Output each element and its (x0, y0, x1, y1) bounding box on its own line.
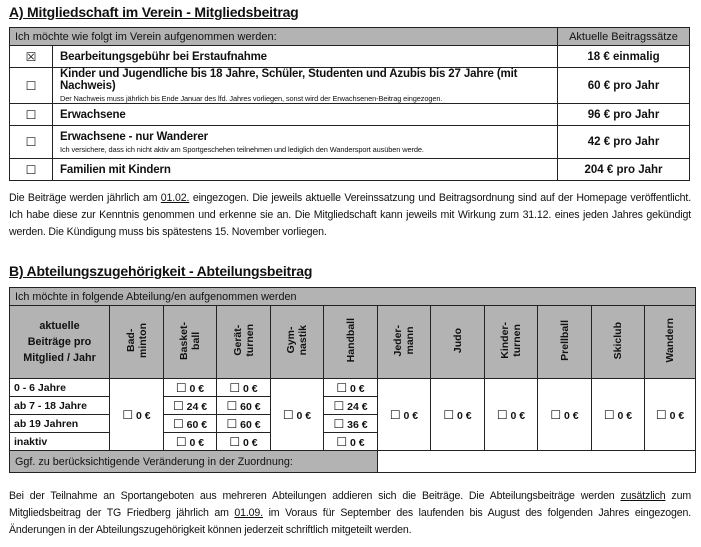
assignment-change-label: Ggf. zu berücksichtigende Veränderung in der Zuordnung: (10, 451, 378, 473)
fee-option-judo[interactable] (431, 379, 485, 451)
checkbox[interactable]: ☐ (10, 68, 53, 104)
option-title: Erwachsene - nur Wanderer (60, 130, 208, 143)
dept-header-handball: Handball (324, 306, 378, 379)
fee-value: 60 € (240, 418, 261, 431)
membership-option-label (53, 104, 558, 126)
fee-option-basketball[interactable] (164, 415, 217, 433)
fee-value: 0 € (457, 409, 472, 422)
checkbox[interactable]: ☐ (655, 407, 667, 422)
dept-header-geraetturnen (217, 306, 271, 379)
dept-header-judo: Judo (431, 306, 485, 379)
terms-text: zum Mitgliedsbeitrag der TG Friedberg jährlich am (9, 490, 691, 519)
checkbox[interactable]: ☐ (550, 407, 562, 422)
fee-option-badminton[interactable] (110, 379, 164, 451)
fee-header-line: Mitglied / Jahr (23, 352, 96, 364)
checkbox[interactable]: ☐ (333, 416, 345, 431)
option-title: Kinder und Jugendliche bis 18 Jahre, Schüler, Studenten und Azubis bis 27 Jahre (mit Nachweis) (60, 68, 518, 92)
fee-value: 24 € (347, 400, 368, 413)
age-group-row (10, 379, 696, 397)
membership-rate: 60 € pro Jahr (558, 68, 690, 104)
fee-option-geraetturnen[interactable] (217, 397, 271, 415)
fee-value: 0 € (510, 409, 526, 422)
fee-value: 0 € (136, 409, 151, 422)
checkbox[interactable]: ☐ (172, 398, 184, 413)
membership-header-label: Ich möchte wie folgt im Verein aufgenommen werden: (10, 28, 558, 46)
dept-name: Basket- (178, 321, 190, 360)
dept-header-kinderturnen (485, 306, 538, 379)
dept-header-skiclub: Skiclub (592, 306, 645, 379)
checkbox[interactable]: ☐ (333, 398, 345, 413)
membership-rate: 204 € pro Jahr (558, 159, 690, 181)
membership-row (10, 68, 690, 104)
checkbox[interactable]: ☐ (10, 126, 53, 159)
checkbox[interactable]: ☐ (603, 407, 615, 422)
checkbox[interactable]: ☐ (389, 407, 401, 422)
terms-text: Die Beiträge werden jährlich am (9, 192, 161, 204)
membership-table-header (10, 28, 690, 46)
membership-table (9, 27, 690, 181)
fee-option-basketball[interactable] (164, 397, 217, 415)
membership-rate: 18 € einmalig (558, 46, 690, 68)
department-header-label: Ich möchte in folgende Abteilung/en aufgenommen werden (10, 288, 696, 306)
fee-option-handball[interactable] (324, 379, 378, 397)
dept-header-jedermann (378, 306, 431, 379)
dept-header-wandern: Wandern (645, 306, 696, 379)
fee-value: 0 € (350, 436, 365, 449)
dept-name: nastik (297, 325, 309, 356)
fee-option-skiclub[interactable] (592, 379, 645, 451)
checkbox[interactable]: ☐ (226, 416, 238, 431)
department-column-headers (10, 306, 696, 379)
dept-name: Gerät- (231, 325, 244, 356)
membership-option-label (53, 46, 558, 68)
dept-name: Kinder- (499, 322, 511, 359)
terms-text: Bei der Teilnahme an Sportangeboten aus mehreren Abteilungen addieren sich die Beiträge. Die Abteilungsbeiträge werden (9, 490, 621, 502)
membership-row (10, 126, 690, 159)
dept-name: turnen (511, 324, 523, 357)
fee-column-header (10, 306, 110, 379)
fee-option-basketball[interactable] (164, 379, 217, 397)
collection-date: 01.09. (234, 507, 263, 519)
fee-option-basketball[interactable] (164, 433, 217, 451)
fee-value: 0 € (403, 409, 419, 422)
fee-value: 0 € (243, 436, 258, 449)
emphasis-text: zusätzlich (620, 490, 666, 502)
checkbox[interactable]: ☐ (226, 398, 238, 413)
checkbox[interactable]: ☐ (172, 416, 184, 431)
fee-value: 0 € (189, 382, 205, 395)
fee-option-jedermann[interactable] (378, 379, 431, 451)
dept-header-gymnastik (271, 306, 324, 379)
rates-header-label: Aktuelle Beitragssätze (558, 28, 690, 46)
fee-option-handball[interactable] (324, 397, 378, 415)
fee-option-prellball[interactable] (538, 379, 592, 451)
fee-option-gymnastik[interactable] (271, 379, 324, 451)
fee-value: 0 € (296, 409, 312, 422)
fee-value: 0 € (617, 409, 633, 422)
checkbox[interactable]: ☐ (282, 407, 294, 422)
membership-row (10, 159, 690, 181)
membership-row (10, 104, 690, 126)
checkbox[interactable]: ☐ (122, 407, 134, 422)
age-group-label: inaktiv (10, 433, 110, 451)
option-note: Der Nachweis muss jährlich bis Ende Januar des lfd. Jahres vorliegen, sonst wird der Erwachsenen-Beitrag eingezogen. (60, 94, 443, 103)
department-table (9, 287, 696, 473)
age-group-label: ab 7 - 18 Jahre (10, 397, 110, 415)
checkbox[interactable]: ☐ (496, 407, 508, 422)
dept-header-basketball (164, 306, 217, 379)
dept-name: minton (136, 323, 149, 358)
checkbox[interactable]: ☐ (336, 380, 348, 395)
fee-option-handball[interactable] (324, 433, 378, 451)
fee-option-geraetturnen[interactable] (217, 415, 271, 433)
fee-value: 60 € (240, 400, 261, 413)
fee-value: 0 € (189, 436, 205, 449)
dept-name: ball (190, 331, 202, 350)
collection-date: 01.02. (160, 192, 190, 204)
age-group-label: ab 19 Jahren (10, 415, 110, 433)
checkbox[interactable]: ☐ (175, 380, 187, 395)
fee-value: 0 € (350, 382, 365, 395)
membership-option-label (53, 126, 558, 159)
department-terms-paragraph (9, 488, 691, 539)
fee-value: 0 € (669, 409, 685, 422)
checkbox[interactable]: ☐ (10, 104, 53, 126)
checkbox[interactable]: ☐ (10, 159, 53, 181)
option-title: Erwachsene (60, 108, 126, 121)
fee-value: 36 € (347, 418, 368, 431)
fee-option-geraetturnen[interactable] (217, 433, 271, 451)
fee-option-kinderturnen[interactable] (485, 379, 538, 451)
checkbox[interactable]: ☐ (175, 434, 187, 449)
checkbox[interactable]: ☐ (336, 434, 348, 449)
option-title: Familien mit Kindern (60, 163, 171, 176)
section-b-title: B) Abteilungszugehörigkeit - Abteilungsbeitrag (9, 263, 313, 279)
dept-header-badminton (110, 306, 164, 379)
membership-terms-paragraph (9, 190, 691, 241)
assignment-change-row (10, 451, 696, 473)
checkbox-checked[interactable]: ☒ (10, 46, 53, 68)
checkbox[interactable]: ☐ (443, 407, 455, 422)
assignment-change-field[interactable] (378, 451, 696, 473)
age-group-label: 0 - 6 Jahre (10, 379, 110, 397)
dept-name: Gym- (285, 327, 297, 354)
department-table-header (10, 288, 696, 306)
membership-rate: 96 € pro Jahr (558, 104, 690, 126)
checkbox[interactable]: ☐ (229, 380, 241, 395)
terms-text: eingezogen. Die jeweils aktuelle Vereinssatzung und Beitragsordnung sind auf der Homepage veröffentlicht. Ich habe diese zur Kenntnis genommen und erkenne sie an. Die Mitgliedschaft kann jeweils mit Wirkung zum 31.12. eines jeden Jahres gekündigt werden. Die Kündigung muss bis spätestens 15. November vorliegen. (9, 192, 691, 238)
fee-value: 24 € (186, 400, 208, 413)
fee-value: 0 € (243, 382, 258, 395)
dept-name: Bad- (124, 328, 137, 353)
dept-header-prellball: Prellball (538, 306, 592, 379)
option-title: Bearbeitungsgebühr bei Erstaufnahme (60, 50, 267, 63)
fee-value: 0 € (564, 409, 579, 422)
membership-row (10, 46, 690, 68)
membership-option-label (53, 68, 558, 104)
fee-header-line: Beiträge pro (27, 336, 92, 348)
fee-option-wandern[interactable] (645, 379, 696, 451)
fee-option-geraetturnen[interactable] (217, 379, 271, 397)
terms-text: im Voraus für September des laufenden bis August des folgenden Jahres eingezogen. Änderungen in der Abteilungszugehörigkeit können jederzeit schriftlich mitgeteilt werden. (9, 507, 691, 536)
dept-name: mann (404, 326, 416, 355)
option-note: Ich versichere, dass ich nicht aktiv am Sportgeschehen teilnehmen und lediglich den Wandersport ausüben werde. (60, 144, 424, 154)
fee-header-line: aktuelle (39, 320, 80, 332)
dept-name: turnen (243, 324, 256, 357)
dept-name: Jeder- (392, 324, 404, 357)
membership-option-label (53, 159, 558, 181)
membership-rate: 42 € pro Jahr (558, 126, 690, 159)
fee-option-handball[interactable] (324, 415, 378, 433)
checkbox[interactable]: ☐ (229, 434, 241, 449)
section-a-title: A) Mitgliedschaft im Verein - Mitgliedsbeitrag (9, 4, 299, 20)
fee-value: 60 € (186, 418, 208, 431)
